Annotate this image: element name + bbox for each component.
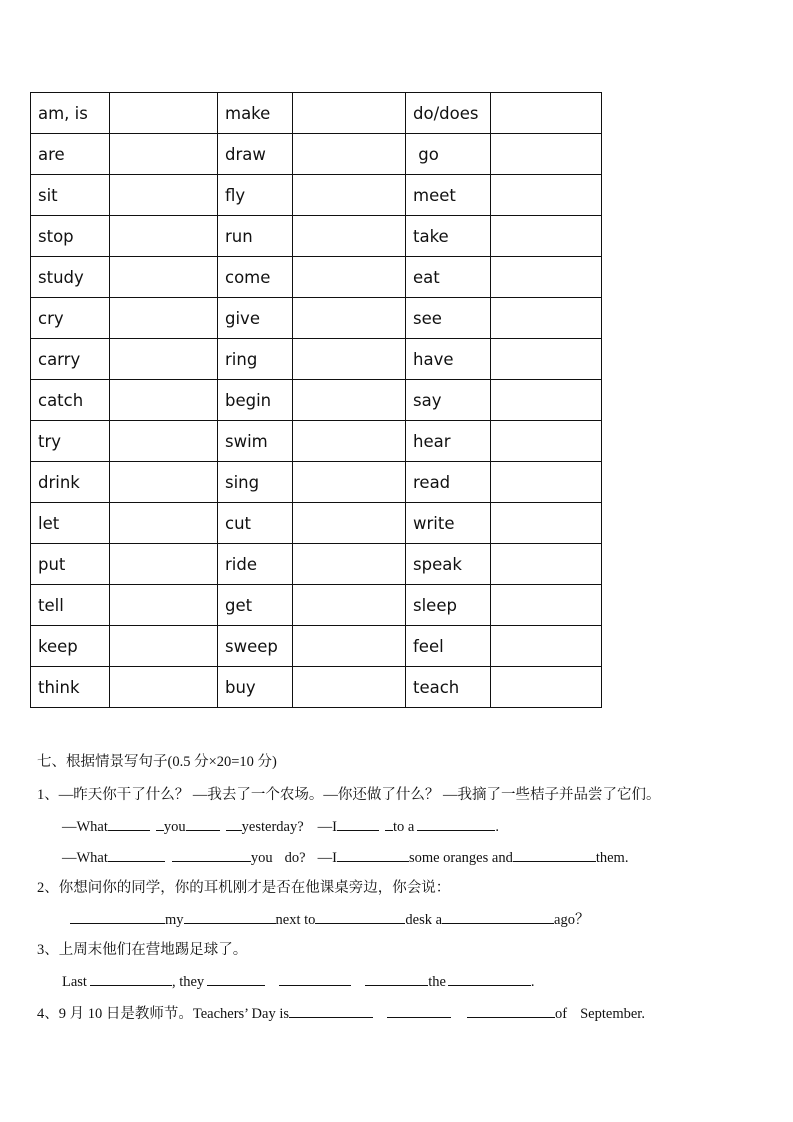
answer-blank[interactable] <box>365 972 428 986</box>
verb-cell: sweep <box>218 626 293 667</box>
question-2-prompt: 2、你想问你的同学，你的耳机刚才是否在他课桌旁边，你会说： <box>37 880 451 896</box>
text: desk a <box>405 912 443 928</box>
answer-cell[interactable] <box>491 380 602 421</box>
verb-table <box>30 92 602 708</box>
verb-cell: tell <box>31 585 110 626</box>
section-title: 七、根据情景写句子(0.5 分×20=10 分) <box>37 754 277 770</box>
question-1-line-1 <box>62 817 499 836</box>
answer-cell[interactable] <box>293 339 406 380</box>
verb-cell: stop <box>31 216 110 257</box>
verb-cell: begin <box>218 380 293 421</box>
answer-cell[interactable] <box>110 93 218 134</box>
answer-cell[interactable] <box>110 544 218 585</box>
verb-row <box>31 421 602 462</box>
verb-cell: have <box>406 339 491 380</box>
verb-cell: sit <box>31 175 110 216</box>
answer-blank[interactable] <box>337 848 409 862</box>
text: my <box>165 912 184 928</box>
verb-cell: catch <box>31 380 110 421</box>
text: . <box>530 974 535 990</box>
answer-cell[interactable] <box>293 585 406 626</box>
verb-cell: sleep <box>406 585 491 626</box>
answer-cell[interactable] <box>491 257 602 298</box>
text: ago？ <box>554 912 590 928</box>
verb-cell: carry <box>31 339 110 380</box>
verb-row <box>31 175 602 216</box>
answer-cell[interactable] <box>110 380 218 421</box>
verb-row <box>31 93 602 134</box>
text: September. <box>580 1006 645 1022</box>
answer-cell[interactable] <box>491 421 602 462</box>
verb-cell: swim <box>218 421 293 462</box>
answer-blank[interactable] <box>448 972 531 986</box>
answer-cell[interactable] <box>491 298 602 339</box>
text: —What <box>62 850 108 866</box>
text: you <box>250 850 273 866</box>
answer-cell[interactable] <box>110 585 218 626</box>
answer-cell[interactable] <box>293 257 406 298</box>
verb-cell: am, is <box>31 93 110 134</box>
verb-row <box>31 503 602 544</box>
answer-cell[interactable] <box>110 134 218 175</box>
answer-cell[interactable] <box>110 175 218 216</box>
answer-blank[interactable] <box>90 972 172 986</box>
text: , they <box>171 974 205 990</box>
answer-cell[interactable] <box>110 503 218 544</box>
verb-cell: do/does <box>406 93 491 134</box>
verb-cell: cry <box>31 298 110 339</box>
answer-cell[interactable] <box>293 216 406 257</box>
verb-row <box>31 339 602 380</box>
text: you <box>163 819 186 835</box>
answer-blank[interactable] <box>513 848 596 862</box>
verb-row <box>31 298 602 339</box>
answer-blank[interactable] <box>184 910 276 924</box>
answer-cell[interactable] <box>491 626 602 667</box>
verb-cell: come <box>218 257 293 298</box>
verb-cell: keep <box>31 626 110 667</box>
text: to a <box>393 819 415 835</box>
text: next to <box>275 912 316 928</box>
question-3-prompt: 3、上周末他们在营地踢足球了。 <box>37 942 248 958</box>
answer-cell[interactable] <box>293 626 406 667</box>
verb-row <box>31 462 602 503</box>
text: some oranges and <box>408 850 513 866</box>
verb-cell: teach <box>406 667 491 708</box>
verb-cell: drink <box>31 462 110 503</box>
verb-cell: buy <box>218 667 293 708</box>
verb-row <box>31 544 602 585</box>
answer-cell[interactable] <box>491 544 602 585</box>
text: —What <box>62 819 108 835</box>
answer-blank[interactable] <box>315 910 405 924</box>
text: of <box>555 1006 568 1022</box>
answer-blank[interactable] <box>417 817 495 831</box>
answer-blank[interactable] <box>108 848 165 862</box>
question-1-line-2 <box>62 848 628 867</box>
text: them. <box>595 850 629 866</box>
verb-cell: say <box>406 380 491 421</box>
verb-cell: think <box>31 667 110 708</box>
answer-cell[interactable] <box>110 462 218 503</box>
answer-cell[interactable] <box>293 544 406 585</box>
verb-cell: eat <box>406 257 491 298</box>
verb-cell: let <box>31 503 110 544</box>
verb-cell: get <box>218 585 293 626</box>
answer-blank[interactable] <box>442 910 554 924</box>
verb-cell: go <box>406 134 491 175</box>
answer-blank[interactable] <box>385 817 393 831</box>
answer-cell[interactable] <box>293 421 406 462</box>
answer-cell[interactable] <box>110 216 218 257</box>
verb-row <box>31 380 602 421</box>
verb-cell: run <box>218 216 293 257</box>
answer-cell[interactable] <box>491 134 602 175</box>
answer-cell[interactable] <box>293 93 406 134</box>
verb-cell: feel <box>406 626 491 667</box>
text: . <box>495 819 499 835</box>
answer-blank[interactable] <box>226 817 242 831</box>
answer-blank[interactable] <box>337 817 379 831</box>
verb-cell: study <box>31 257 110 298</box>
answer-cell[interactable] <box>491 216 602 257</box>
verb-cell: are <box>31 134 110 175</box>
answer-cell[interactable] <box>293 667 406 708</box>
question-1-prompt: 1、—昨天你干了什么？ —我去了一个农场。—你还做了什么？ —我摘了一些桔子并品尝了它们。 <box>37 787 661 803</box>
verb-row <box>31 585 602 626</box>
verb-cell: put <box>31 544 110 585</box>
answer-cell[interactable] <box>491 462 602 503</box>
answer-blank[interactable] <box>186 817 220 831</box>
answer-cell[interactable] <box>491 667 602 708</box>
verb-cell: ring <box>218 339 293 380</box>
answer-blank[interactable] <box>467 1004 555 1018</box>
text: —I <box>317 819 337 835</box>
question-4-prompt: 4、9 月 10 日是教师节。 <box>37 1006 193 1022</box>
verb-cell: fly <box>218 175 293 216</box>
answer-cell[interactable] <box>110 339 218 380</box>
answer-cell[interactable] <box>293 298 406 339</box>
answer-cell[interactable] <box>491 175 602 216</box>
verb-row <box>31 626 602 667</box>
verb-cell: speak <box>406 544 491 585</box>
answer-cell[interactable] <box>491 93 602 134</box>
answer-blank[interactable] <box>207 972 265 986</box>
verb-cell: hear <box>406 421 491 462</box>
answer-cell[interactable] <box>110 421 218 462</box>
verb-cell: make <box>218 93 293 134</box>
verb-row <box>31 667 602 708</box>
answer-blank[interactable] <box>387 1004 451 1018</box>
verb-cell: draw <box>218 134 293 175</box>
text: do? <box>284 850 306 866</box>
answer-cell[interactable] <box>491 339 602 380</box>
answer-blank[interactable] <box>70 910 165 924</box>
answer-cell[interactable] <box>110 298 218 339</box>
verb-cell: meet <box>406 175 491 216</box>
verb-row <box>31 257 602 298</box>
question-4 <box>37 1004 645 1023</box>
answer-cell[interactable] <box>293 175 406 216</box>
verb-row <box>31 216 602 257</box>
answer-cell[interactable] <box>491 585 602 626</box>
question-2-line <box>70 910 589 929</box>
question-3-line <box>62 972 535 991</box>
text: Last <box>62 974 87 990</box>
text: yesterday? <box>241 819 304 835</box>
verb-row <box>31 134 602 175</box>
verb-cell: give <box>218 298 293 339</box>
answer-cell[interactable] <box>293 462 406 503</box>
verb-cell: cut <box>218 503 293 544</box>
answer-blank[interactable] <box>289 1004 373 1018</box>
text: —I <box>317 850 337 866</box>
text: the <box>428 974 446 990</box>
answer-cell[interactable] <box>491 503 602 544</box>
verb-cell: read <box>406 462 491 503</box>
answer-cell[interactable] <box>293 380 406 421</box>
answer-cell[interactable] <box>110 667 218 708</box>
verb-cell: sing <box>218 462 293 503</box>
answer-blank[interactable] <box>108 817 150 831</box>
verb-cell: see <box>406 298 491 339</box>
answer-blank[interactable] <box>279 972 351 986</box>
answer-cell[interactable] <box>110 257 218 298</box>
verb-cell: try <box>31 421 110 462</box>
answer-cell[interactable] <box>293 503 406 544</box>
verb-cell: ride <box>218 544 293 585</box>
verb-cell: write <box>406 503 491 544</box>
answer-blank[interactable] <box>156 817 164 831</box>
answer-blank[interactable] <box>172 848 251 862</box>
text: Teachers’ Day is <box>192 1006 290 1022</box>
answer-cell[interactable] <box>293 134 406 175</box>
verb-cell: take <box>406 216 491 257</box>
answer-cell[interactable] <box>110 626 218 667</box>
